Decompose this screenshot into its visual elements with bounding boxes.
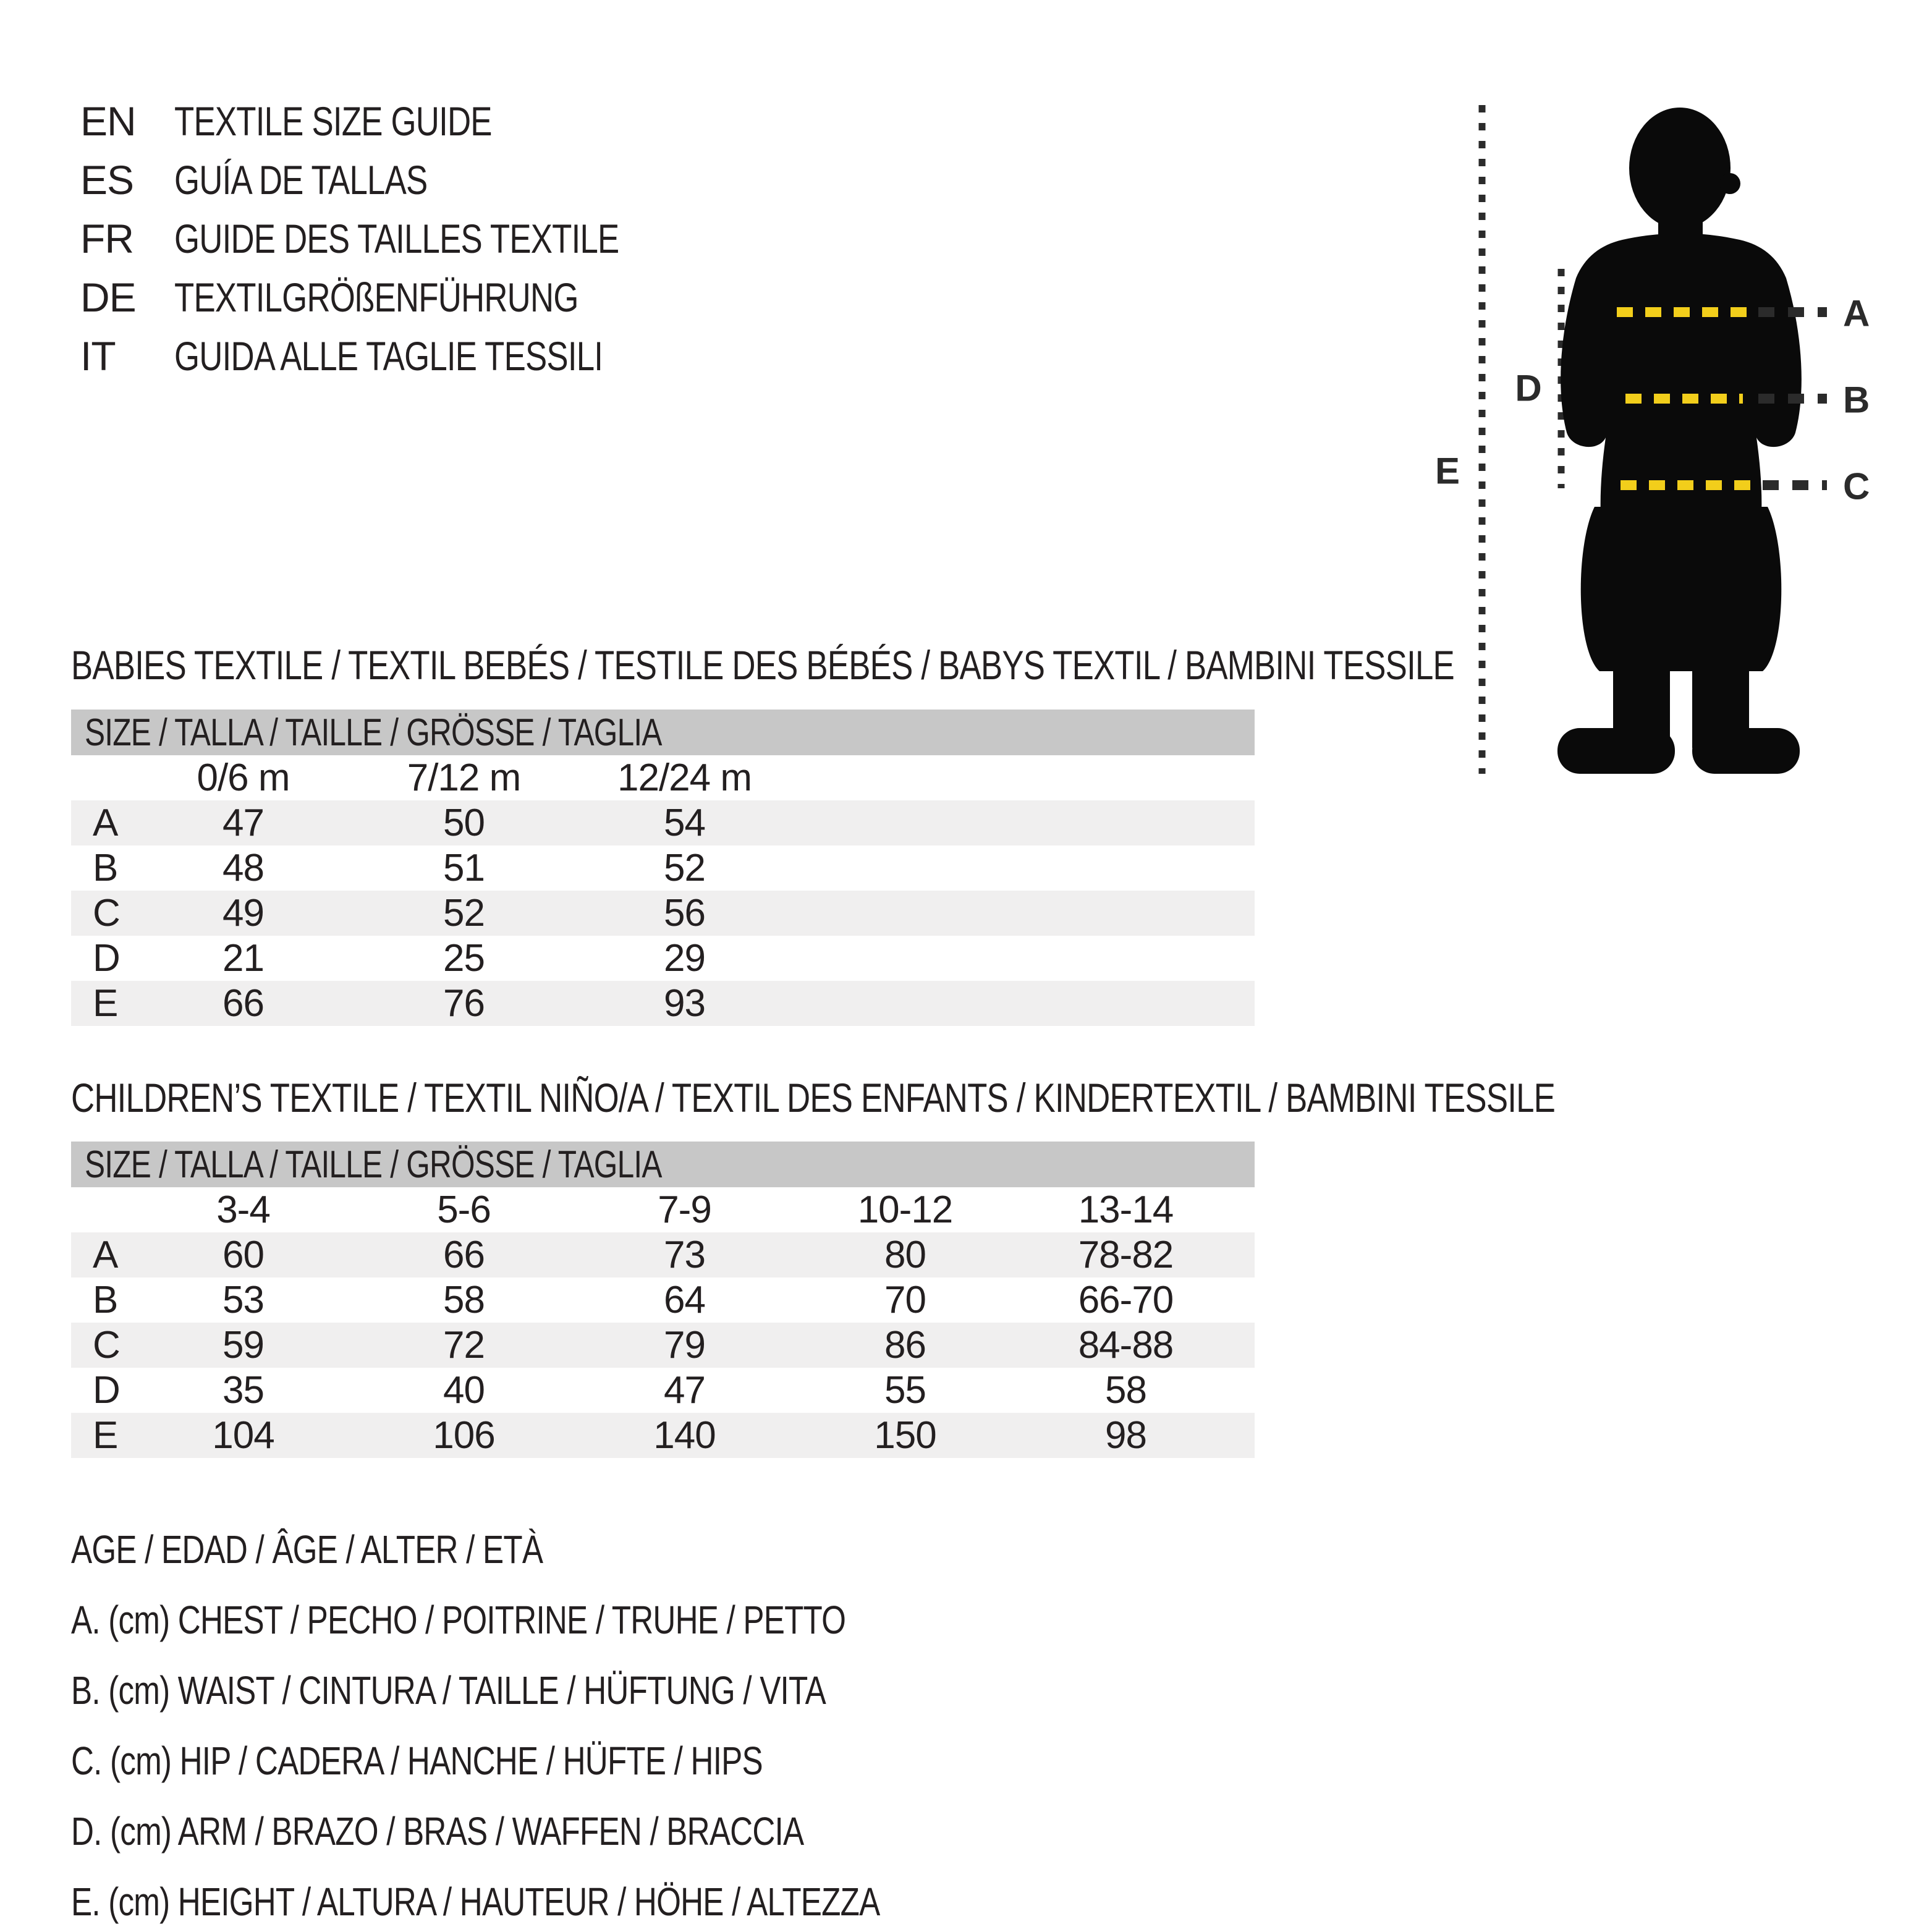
table-cell: 40 [443,1369,485,1412]
table-cell: 84-88 [1078,1324,1174,1366]
legend-hip-text: C. (cm) HIP / CADERA / HANCHE / HÜFTE / HIPS [71,1739,763,1783]
table-cell: 80 [884,1234,926,1276]
table-cell: 64 [664,1279,705,1321]
table-row [71,936,1255,981]
table-cell: 58 [443,1279,485,1321]
table-cell: 35 [222,1369,264,1412]
language-code: EN [80,98,136,144]
column-header: 3-4 [216,1188,270,1231]
table-cell: 53 [222,1279,264,1321]
column-header: 10-12 [857,1188,953,1231]
legend-arm [71,1796,1082,1866]
column-header: 5-6 [437,1188,491,1231]
legend-chest-text: A. (cm) CHEST / PECHO / POITRINE / TRUHE / PETTO [71,1598,846,1642]
language-title-block [80,91,730,385]
row-label: C [93,892,120,934]
table-row [71,1413,1255,1458]
guide-title: GUIDA ALLE TAGLIE TESSILI [174,333,603,379]
language-row-es [80,150,730,209]
row-label: D [93,937,120,980]
column-header: 13-14 [1078,1188,1174,1231]
babies-size-table [71,710,1255,1026]
babies-section-title [71,642,1800,688]
table-cell: 140 [653,1414,716,1457]
table-cell: 59 [222,1324,264,1366]
table-cell: 47 [664,1369,705,1412]
table-cell: 72 [443,1324,485,1366]
row-label: B [93,1279,118,1321]
table-cell: 55 [884,1369,926,1412]
row-label: A [93,802,118,844]
table-cell: 66 [222,982,264,1025]
legend-arm-text: D. (cm) ARM / BRAZO / BRAS / WAFFEN / BRACCIA [71,1809,804,1854]
table-cell: 29 [664,937,705,980]
table-cell: 70 [884,1279,926,1321]
table-cell: 104 [212,1414,274,1457]
table-cell: 150 [874,1414,936,1457]
table-row [71,1232,1255,1277]
table-cell: 56 [664,892,705,934]
children-size-header-text: SIZE / TALLA / TAILLE / GRÖSSE / TAGLIA [85,1143,662,1186]
table-cell: 76 [443,982,485,1025]
table-row [71,1323,1255,1368]
language-code: ES [80,156,134,203]
guide-title: GUIDE DES TAILLES TEXTILE [174,215,619,261]
table-cell: 48 [222,847,264,889]
language-row-it [80,326,730,385]
row-label: E [93,982,118,1025]
column-header: 7-9 [658,1188,711,1231]
table-cell: 106 [433,1414,495,1457]
table-row [71,800,1255,845]
legend-age-text: AGE / EDAD / ÂGE / ALTER / ETÀ [71,1527,543,1572]
table-cell: 93 [664,982,705,1025]
children-table-header [71,1142,1255,1187]
language-row-en [80,91,730,150]
children-section-title [71,1074,1926,1121]
table-cell: 52 [664,847,705,889]
guide-title: TEXTILE SIZE GUIDE [174,98,492,144]
label-a: A [1843,292,1870,334]
guide-title: TEXTILGRÖßENFÜHRUNG [174,274,578,320]
row-label: A [93,1234,118,1276]
row-label: E [93,1414,118,1457]
table-cell: 25 [443,937,485,980]
legend-age [71,1514,1082,1585]
language-code: DE [80,274,136,320]
table-cell: 79 [664,1324,705,1366]
legend-height [71,1866,1082,1932]
legend-waist-text: B. (cm) WAIST / CINTURA / TAILLE / HÜFTUNG / VITA [71,1668,826,1713]
guide-title: GUÍA DE TALLAS [174,156,428,203]
table-row [71,981,1255,1026]
children-size-table [71,1142,1255,1458]
babies-size-header-text: SIZE / TALLA / TAILLE / GRÖSSE / TAGLIA [85,711,662,754]
children-column-header-row [71,1187,1255,1232]
table-row [71,845,1255,891]
language-row-fr [80,209,730,268]
column-header: 0/6 m [197,756,290,799]
table-cell: 50 [443,802,485,844]
table-cell: 21 [222,937,264,980]
table-row [71,891,1255,936]
column-header: 7/12 m [407,756,521,799]
legend-hip [71,1726,1082,1796]
row-label: B [93,847,118,889]
table-cell: 58 [1105,1369,1146,1412]
legend-waist [71,1655,1082,1726]
table-row [71,1277,1255,1323]
children-section-title-text: CHILDREN’S TEXTILE / TEXTIL NIÑO/A / TEXTIL DES ENFANTS / KINDERTEXTIL / BAMBINI TESSILE [71,1075,1556,1121]
table-cell: 78-82 [1078,1234,1174,1276]
label-e: E [1434,450,1460,492]
babies-section-title-text: BABIES TEXTILE / TEXTIL BEBÉS / TESTILE DES BÉBÉS / BABYS TEXTIL / BAMBINI TESSILE [71,642,1454,688]
legend-chest [71,1585,1082,1655]
table-cell: 47 [222,802,264,844]
table-cell: 60 [222,1234,264,1276]
measurement-figure [1409,74,1932,810]
language-row-de [80,268,730,326]
table-cell: 66-70 [1078,1279,1174,1321]
language-code: FR [80,215,133,261]
table-cell: 49 [222,892,264,934]
label-c: C [1843,465,1870,507]
table-cell: 54 [664,802,705,844]
column-header: 12/24 m [617,756,752,799]
table-row [71,1368,1255,1413]
legend-height-text: E. (cm) HEIGHT / ALTURA / HAUTEUR / HÖHE / ALTEZZA [71,1879,880,1924]
table-cell: 86 [884,1324,926,1366]
babies-table-header [71,710,1255,755]
language-code: IT [80,333,116,379]
table-cell: 98 [1105,1414,1146,1457]
table-cell: 73 [664,1234,705,1276]
table-cell: 66 [443,1234,485,1276]
table-cell: 52 [443,892,485,934]
row-label: D [93,1369,120,1412]
measurement-legend [71,1514,1082,1932]
label-d: D [1515,367,1542,409]
row-label: C [93,1324,120,1366]
table-cell: 51 [443,847,485,889]
label-b: B [1843,379,1870,421]
babies-column-header-row [71,755,1255,800]
